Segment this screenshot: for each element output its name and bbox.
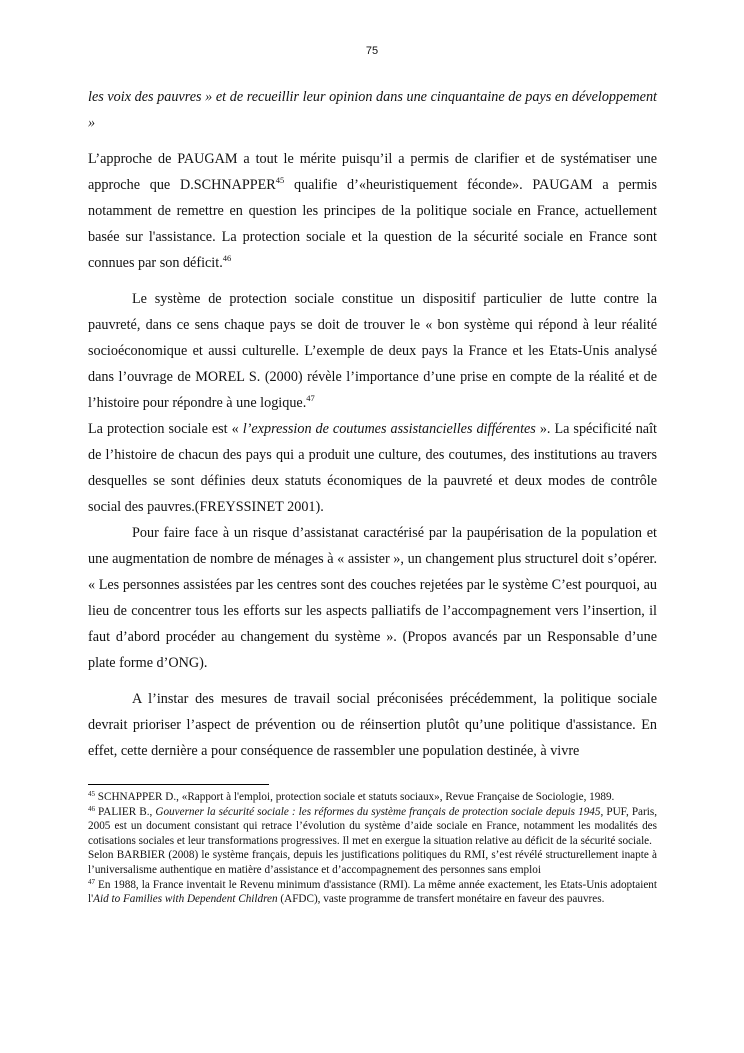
paragraph-social-policy: A l’instar des mesures de travail social préconisées précédemment, la politique sociale devrait prioriser l’aspect de prévention ou de réinsertion plutôt qu’une politique d'assistance. En effet, cette dernière a pour conséquence de rassembler une population destinée, à vivre [88,691,657,759]
footnote-ref-46[interactable]: 46 [222,253,232,263]
footnote-title-italic: Gouverner la sécurité sociale : les réformes du système français de protection sociale depuis 1945 [155,805,601,818]
paragraph-paugam [88,146,657,276]
footnote-number: 45 [88,790,95,798]
paragraph-assistanat: Pour faire face à un risque d’assistanat caractérisé par la paupérisation de la population et une augmentation de nombre de ménages à « assister », un changement plus structurel doit s’opérer. « Les personnes assistées par les centres sont des couches rejetées par le système C’est pourquoi, au lieu de concentrer tous les efforts sur les aspects palliatifs de l’accompagnement vers l’insertion, il faut d’abord procéder au changement du système ». (Propos avancés par un Responsable d’une plate forme d’ONG). [88,525,657,671]
footnotes [88,790,657,907]
quote-italic: l’expression de coutumes assistancielles différentes [242,421,536,437]
footnote-number: 46 [88,804,95,813]
footnote-number: 47 [88,877,95,886]
paragraph-text: ». La spécificité naît de l’histoire de chacun des pays qui a produit une culture, des coutumes, des institutions au travers desquelles se sont définies deux statuts économiques de la pauvreté et deux modes de contrôle social des pauvres.(FREYSSINET 2001). [88,421,657,515]
footnote-ref-45[interactable]: 45 [275,175,285,185]
paragraph-text: qualifie d’«heuristiquement féconde». PAUGAM a permis notamment de remettre en question les principes de la politique sociale en France, actuellement basée sur l'assistance. La protection sociale et la question de la sécurité sociale en France sont connues par son déficit. [88,177,657,271]
paragraph-continuation: les voix des pauvres » et de recueillir leur opinion dans une cinquantaine de pays en développement » [88,89,657,131]
footnote-46 [88,805,657,849]
paragraph-protection-system [88,286,657,416]
footnote-text: PALIER B., [95,805,156,818]
paragraph-text: Le système de protection sociale constitue un dispositif particulier de lutte contre la pauvreté, dans ce sens chaque pays se doit de trouver le « bon système qui répond à leur réalité socioéconomique et aussi culturelle. L’exemple de deux pays la France et les Etats-Unis analysé dans l’ouvrage de MOREL S. (2000) révèle l’importance d’une prise en compte de la réalité et de l’histoire pour répondre à une logique. [88,291,657,411]
footnote-separator [88,784,269,785]
footnote-text: (AFDC), vaste programme de transfert monétaire en faveur des pauvres. [277,893,605,906]
page-number: 75 [365,45,379,57]
footnote-barbier: Selon BARBIER (2008) le système français, depuis les justifications politiques du RMI, s’est révélé structurellement inapte à l’universalisme authentique en matière d’assistance et d’accompagnement des personnes sans emploi [88,849,657,876]
paragraph-protection-definition [88,416,657,520]
body-text [88,84,657,764]
footnote-ref-47[interactable]: 47 [306,393,315,403]
footnote-47 [88,878,657,907]
paragraph-text: L’approche de PAUGAM a tout le mérite puisqu’il a permis de clarifier et de systématiser une approche que D.SCHNAPPER [88,151,657,193]
paragraph-text: La protection sociale est « [88,421,243,437]
footnote-title-italic: Aid to Families with Dependent Children [93,893,278,906]
footnote-text: En 1988, la France inventait le Revenu minimum d'assistance (RMI). La même année exactement, les Etats-Unis adoptaient l' [88,878,657,906]
footnote-text: SCHNAPPER D., «Rapport à l'emploi, protection sociale et statuts sociaux», Revue Française de Sociologie, 1989. [95,791,615,803]
footnote-text: , PUF, Paris, 2005 est un document consistant qui retrace l’évolution du système d’aide sociale en France, notamment les modalités des cotisations sociales et leur transformations progressives. Il met en exergue la situation relative au déficit de la sécurité sociale. [88,805,657,847]
footnote-45 [88,790,657,805]
